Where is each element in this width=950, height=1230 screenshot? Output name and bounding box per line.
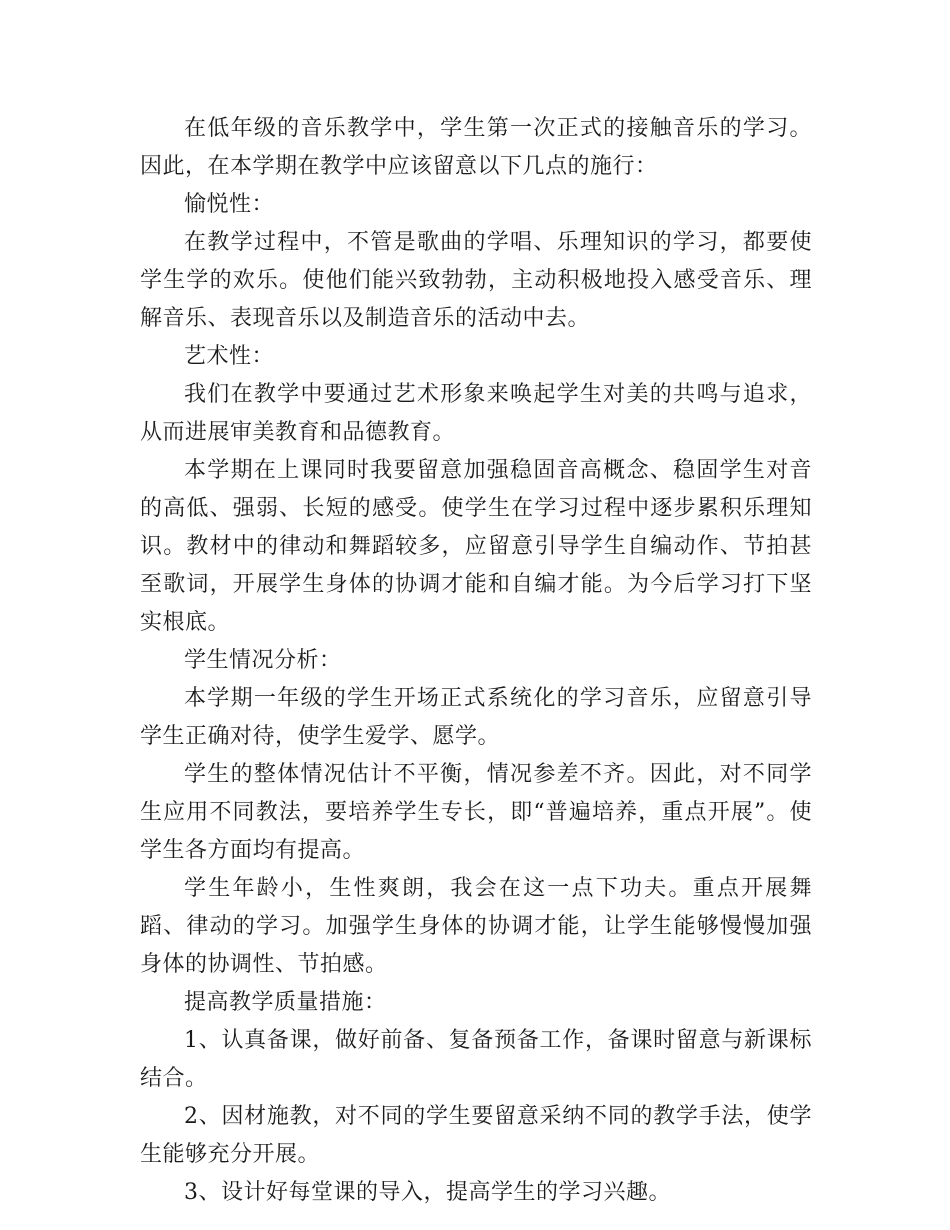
paragraph-young-age: 学生年龄小，生性爽朗，我会在这一点下功夫。重点开展舞蹈、律动的学习。加强学生身体的协调才能，让学生能够慢慢加强身体的协调性、节拍感。 (140, 876, 812, 977)
document-body (140, 110, 812, 1212)
paragraph-uneven-levels: 学生的整体情况估计不平衡，情况参差不齐。因此，对不同学生应用不同教法，要培养学生专长，即“普遍培养，重点开展”。使学生各方面均有提高。 (140, 762, 812, 863)
heading-student-analysis: 学生情况分析： (184, 648, 342, 673)
list-item-3: 3、设计好每堂课的导入，提高学生的学习兴趣。 (184, 1180, 671, 1205)
heading-artistry: 艺术性： (184, 344, 275, 369)
paragraph-first-grade: 本学期一年级的学生开场正式系统化的学习音乐，应留意引导学生正确对待，使学生爱学、愿学。 (140, 686, 812, 749)
list-item-1: 1、认真备课，做好前备、复备预备工作，备课时留意与新课标结合。 (140, 1028, 812, 1091)
paragraph-semester-plan: 本学期在上课同时我要留意加强稳固音高概念、稳固学生对音的高低、强弱、长短的感受。使学生在学习过程中逐步累积乐理知识。教材中的律动和舞蹈较多，应留意引导学生自编动作、节拍甚至歌词，开展学生身体的协调才能和自编才能。为今后学习打下坚实根底。 (140, 458, 812, 635)
paragraph-enjoyment: 在教学过程中，不管是歌曲的学唱、乐理知识的学习，都要使学生学的欢乐。使他们能兴致勃勃，主动积极地投入感受音乐、理解音乐、表现音乐以及制造音乐的活动中去。 (140, 230, 812, 331)
list-item-2: 2、因材施教，对不同的学生要留意采纳不同的教学手法，使学生能够充分开展。 (140, 1104, 812, 1167)
heading-quality-measures: 提高教学质量措施： (184, 990, 387, 1015)
heading-enjoyment: 愉悦性： (184, 192, 275, 217)
paragraph-artistry: 我们在教学中要通过艺术形象来唤起学生对美的共鸣与追求，从而进展审美教育和品德教育。 (140, 382, 812, 445)
paragraph-intro: 在低年级的音乐教学中，学生第一次正式的接触音乐的学习。因此，在本学期在教学中应该留意以下几点的施行： (140, 116, 812, 179)
